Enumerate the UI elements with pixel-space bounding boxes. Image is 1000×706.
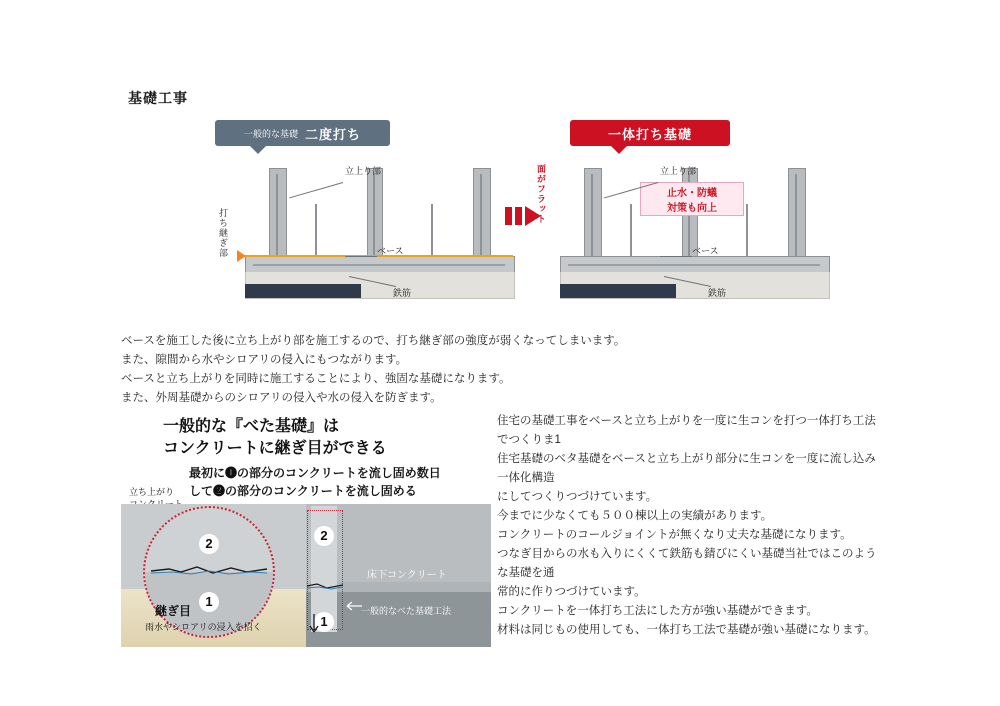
zoom-badge-two: 2: [199, 534, 219, 554]
figure-title: [163, 416, 387, 460]
banner-conventional-big: 二度打ち: [305, 126, 362, 142]
rebar-horizontal: [253, 264, 505, 266]
figure-subtitle-line-1: [189, 464, 441, 482]
wall-right-outer: [473, 168, 491, 260]
rebar-vertical-2: [315, 204, 317, 256]
label-base-left: ベース: [377, 246, 404, 256]
right-line-8: コンクリートを一体打ち工法にした方が強い基礎ができます。: [497, 605, 818, 617]
foundation-comparison-diagram: [205, 112, 845, 302]
ground-dark-band-r: [560, 284, 676, 298]
right-line-3: にしてつくりつづけています。: [497, 491, 658, 503]
arrow-bar-1: [505, 207, 512, 225]
right-line-9: 材料は同じもの使用しても、一体打ち工法で基礎が強い基礎になります。: [497, 624, 876, 636]
rebar-vertical-4: [431, 204, 433, 256]
callout-line-2: 対策も向上: [667, 203, 717, 214]
ground-dark-band: [245, 284, 361, 298]
wall-left-outer: [269, 168, 287, 260]
right-line-7: 常的に作りつづけています。: [497, 586, 646, 598]
beta-foundation-figure: [121, 412, 491, 647]
zoom-badge-one: 1: [199, 592, 219, 612]
label-base-right: ベース: [692, 246, 719, 256]
joint-pointer-icon: [307, 612, 321, 634]
subtitle-1a: 最初に: [189, 466, 226, 480]
rebar-vertical-r2: [630, 204, 632, 256]
label-joint-vertical: 打ち継ぎ部: [218, 208, 228, 258]
figure-scene: [121, 504, 491, 647]
label-riser-concrete-line-1: 立ち上がり: [129, 487, 175, 497]
rebar-horizontal-r: [568, 264, 820, 266]
rebar-vertical-r4: [746, 204, 748, 256]
mid-line-4: また、外周基礎からのシロアリの侵入や水の侵入を防ぎます。: [121, 392, 442, 404]
method-leader-icon: [345, 600, 363, 612]
callout-line-1: 止水・防蟻: [667, 188, 717, 199]
right-line-4: 今までに少なくても５００棟以上の実績があります。: [497, 510, 773, 522]
leader-base-left: [345, 256, 377, 257]
rebar-vertical-1: [276, 174, 278, 256]
banner-conventional-small: 一般的な基礎: [243, 128, 298, 139]
label-joint: 継ぎ目: [155, 604, 192, 618]
label-riser-right: 立上り部: [660, 166, 697, 176]
figure-title-line-1: 一般的な『べた基礎』は: [163, 418, 340, 435]
column-badge-two: 2: [314, 526, 334, 546]
label-floor-concrete: 床下コンクリート: [367, 570, 447, 581]
banner-monolithic: 一体打ち基礎: [570, 120, 730, 146]
subtitle-1b: の部分のコンクリートを流し固め数日: [237, 466, 441, 480]
right-line-5: コンクリートのコールジョイントが無くなり丈夫な基礎になります。: [497, 529, 852, 541]
label-rebar-left: 鉄筋: [393, 288, 412, 298]
callout-waterproof: [640, 182, 744, 216]
label-joint-sub: 雨水やシロアリの浸入を招く: [145, 622, 262, 632]
figure-subtitle-line-2: [189, 482, 441, 500]
mid-description: [121, 332, 821, 408]
badge-one-inline: ❶: [225, 466, 238, 480]
leader-riser-left: [289, 182, 343, 198]
drawing-conventional: [218, 152, 515, 302]
right-line-1: 住宅の基礎工事をベースと立ち上がりを一度に生コンを打つ一体打ち工法でつくりま1: [497, 415, 876, 446]
mid-line-1: ベースを施工した後に立ち上がり部を施工するので、打ち継ぎ部の強度が弱くなってしまいます。: [121, 335, 626, 347]
crack-line-icon: [151, 564, 267, 576]
rebar-vertical-r1: [591, 174, 593, 256]
page-title: 基礎工事: [128, 90, 188, 106]
right-line-6: つなぎ目からの水も入りにくくて鉄筋も錆びにくい基礎当社ではこのような基礎を通: [497, 548, 877, 579]
label-flat-surface: 面がフラット: [536, 164, 546, 224]
joint-marker-icon: [237, 250, 246, 262]
figure-title-line-2: コンクリートに継ぎ目ができる: [163, 440, 387, 457]
mid-line-3: ベースと立ち上がりを同時に施工することにより、強固な基礎になります。: [121, 373, 511, 385]
badge-two-inline: ❷: [213, 484, 226, 498]
right-description: [497, 412, 877, 640]
rebar-vertical-3: [373, 174, 375, 256]
subtitle-2b: の部分のコンクリートを流し固める: [225, 484, 417, 498]
rebar-vertical-r5: [795, 174, 797, 256]
label-riser-left: 立上り部: [345, 166, 382, 176]
label-rebar-right: 鉄筋: [708, 288, 727, 298]
mid-line-2: また、隙間から水やシロアリの侵入にもつながります。: [121, 354, 408, 366]
right-line-2: 住宅基礎のベタ基礎をベースと立ち上がり部分に生コンを一度に流し込み一体化構造: [497, 453, 876, 484]
banner-conventional: [215, 120, 390, 146]
figure-subtitle: [189, 464, 441, 500]
arrow-bar-2: [515, 207, 522, 225]
label-method: 一般的なべた基礎工法: [361, 606, 452, 616]
leader-base-right: [660, 256, 692, 257]
column-crack-icon: [307, 580, 343, 592]
column-badge-one: 1: [314, 612, 334, 632]
drawing-monolithic: [560, 152, 830, 302]
subtitle-2a: して: [189, 484, 214, 498]
rebar-vertical-5: [480, 174, 482, 256]
